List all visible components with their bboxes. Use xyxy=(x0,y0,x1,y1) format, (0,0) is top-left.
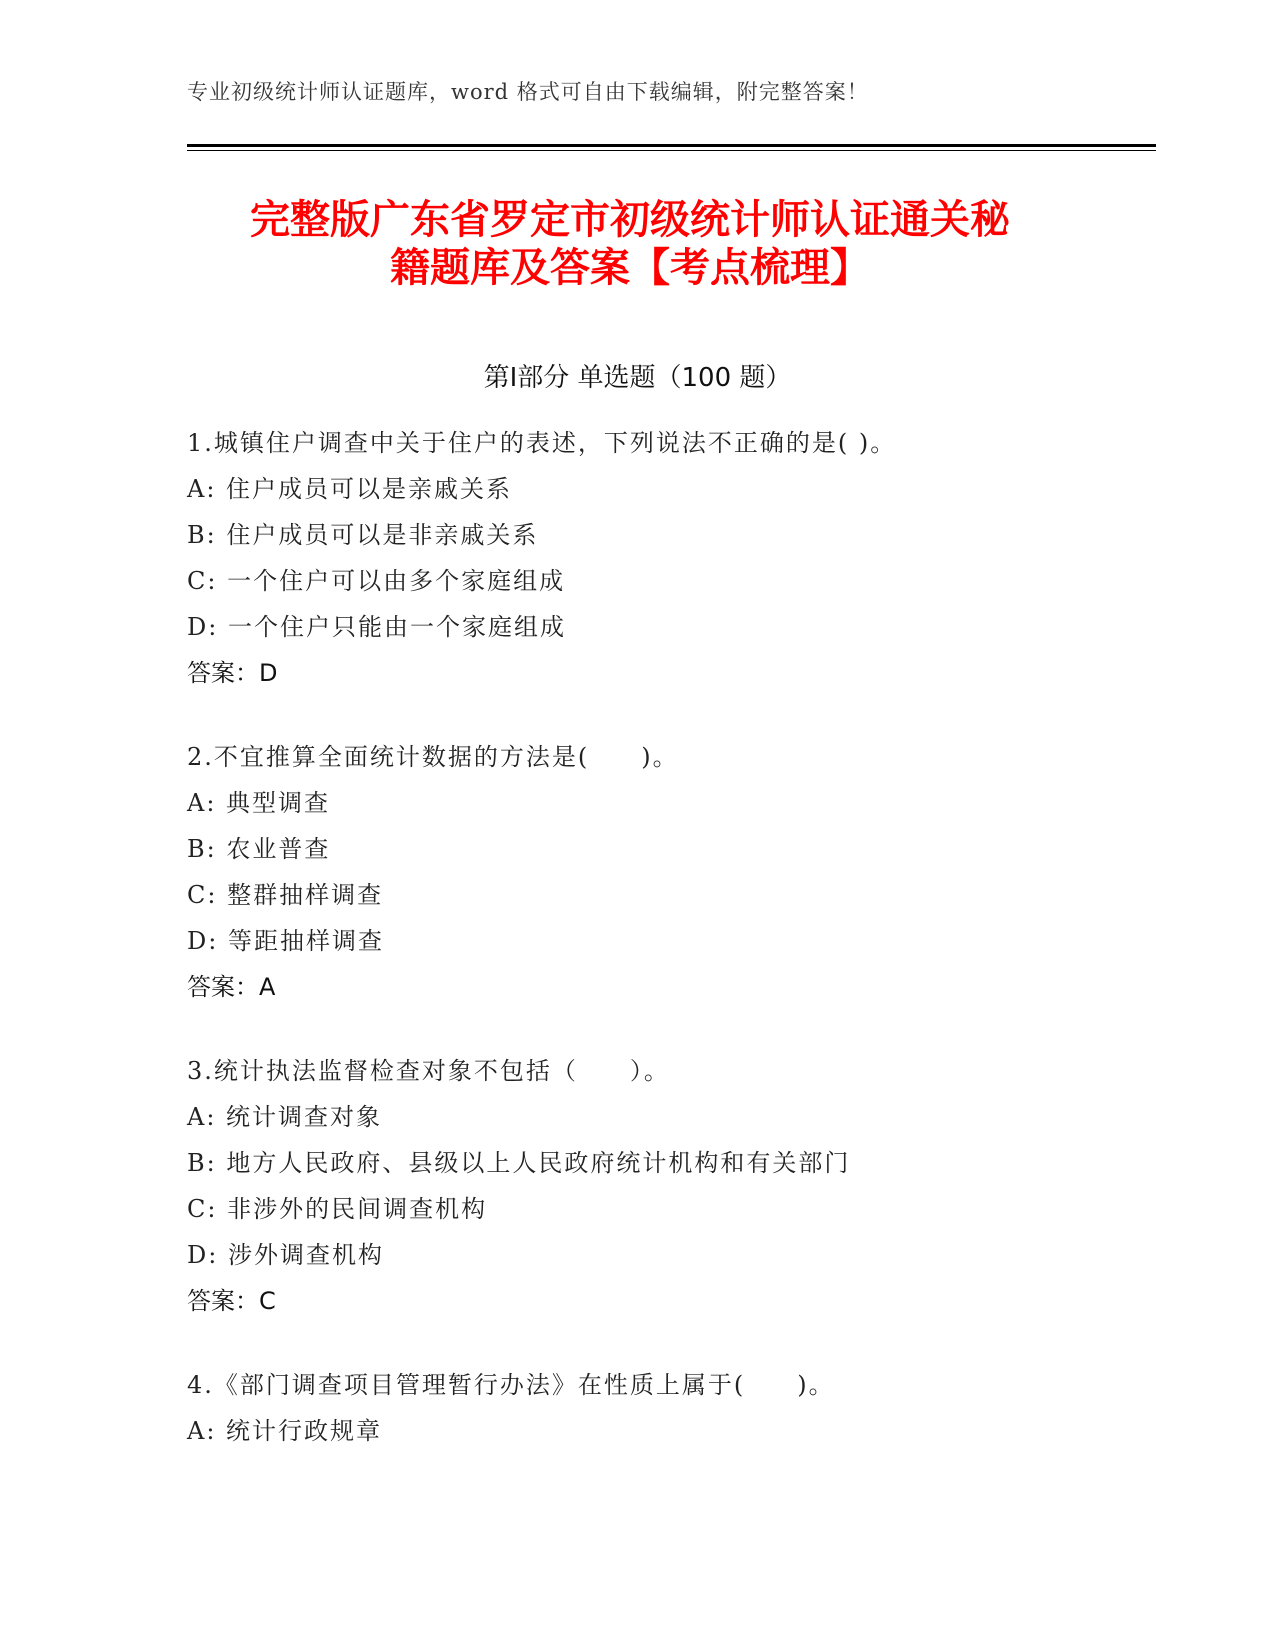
option-c: C: 整群抽样调查 xyxy=(187,881,384,909)
question-stem: 3.统计执法监督检查对象不包括（ ）。 xyxy=(187,1057,670,1085)
option-d: D: 一个住户只能由一个家庭组成 xyxy=(187,613,566,641)
option-a: A: 住户成员可以是亲戚关系 xyxy=(187,475,513,503)
question-3 xyxy=(187,1048,1187,1324)
header-divider-thick xyxy=(187,144,1156,147)
option-d: D: 涉外调查机构 xyxy=(187,1241,384,1269)
question-stem: 1.城镇住户调查中关于住户的表述，下列说法不正确的是( )。 xyxy=(187,429,897,457)
title-line-2: 籍题库及答案【考点梳理】 xyxy=(390,245,870,291)
option-c: C: 一个住户可以由多个家庭组成 xyxy=(187,567,566,595)
option-d: D: 等距抽样调查 xyxy=(187,927,384,955)
option-b: B: 住户成员可以是非亲戚关系 xyxy=(187,521,539,549)
header-divider-thin xyxy=(187,150,1156,151)
question-4 xyxy=(187,1362,1187,1454)
question-1 xyxy=(187,420,1187,696)
option-a: A: 典型调查 xyxy=(187,789,331,817)
header-note: 专业初级统计师认证题库，word 格式可自由下载编辑，附完整答案！ xyxy=(187,80,869,104)
title-line-1: 完整版广东省罗定市初级统计师认证通关秘 xyxy=(250,197,1010,243)
answer: 答案：A xyxy=(187,973,276,1001)
section-title: 第Ⅰ部分 单选题（100 题） xyxy=(483,363,792,393)
answer: 答案：D xyxy=(187,659,278,687)
question-stem: 2.不宜推算全面统计数据的方法是( )。 xyxy=(187,743,679,771)
answer: 答案：C xyxy=(187,1287,276,1315)
option-c: C: 非涉外的民间调查机构 xyxy=(187,1195,488,1223)
document-title xyxy=(160,196,1100,292)
option-a: A: 统计行政规章 xyxy=(187,1417,383,1445)
option-b: B: 地方人民政府、县级以上人民政府统计机构和有关部门 xyxy=(187,1149,851,1177)
option-a: A: 统计调查对象 xyxy=(187,1103,383,1131)
question-stem: 4.《部门调查项目管理暂行办法》在性质上属于( )。 xyxy=(187,1371,835,1399)
question-2 xyxy=(187,734,1187,1010)
option-b: B: 农业普查 xyxy=(187,835,331,863)
